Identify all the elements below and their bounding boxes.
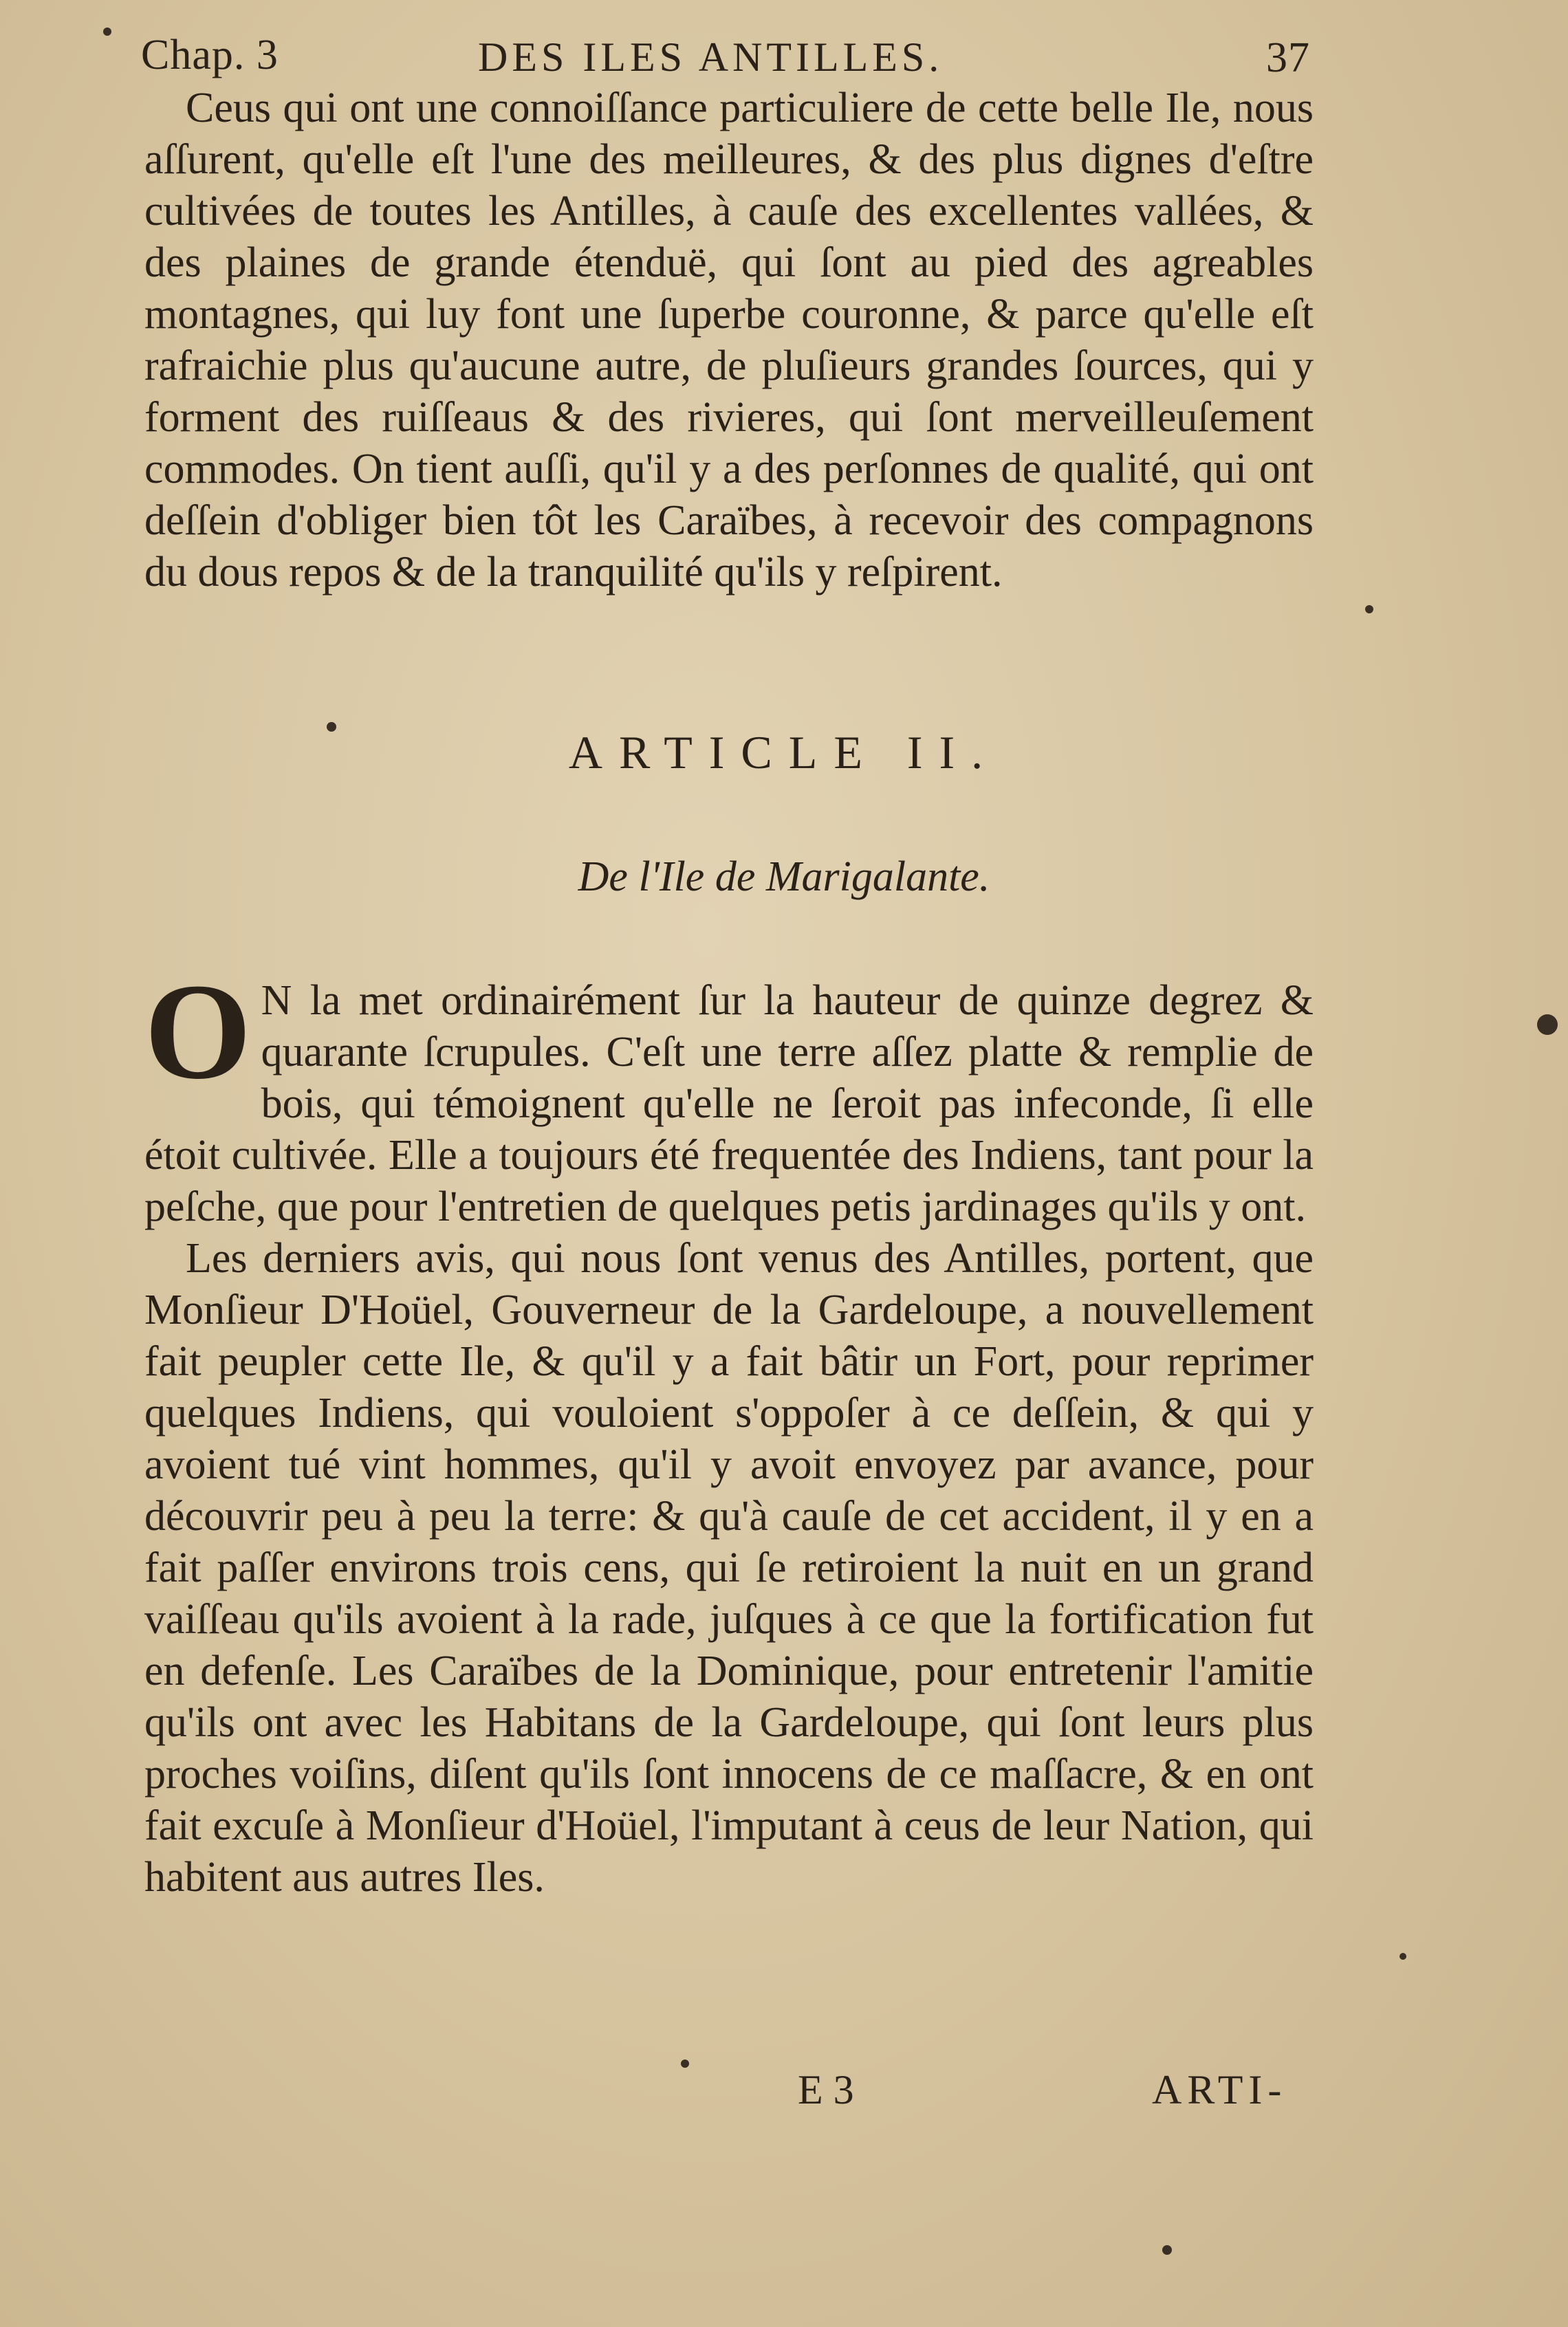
section-2-text [144,956,1314,1903]
article-subtitle: De l'Ile de Marigalante. [578,853,990,900]
section-1-text [144,83,1314,598]
page-footer [0,2066,1568,2128]
running-title: DES ILES ANTILLES. [478,34,944,80]
ink-spot [1365,605,1373,613]
ink-spot [1537,1014,1558,1035]
ink-spot [327,722,336,732]
ink-spot [1162,2245,1172,2255]
ink-spot [1400,1953,1406,1960]
paragraph [144,956,1314,1233]
paragraph: Les derniers avis, qui nous ſont venus des Antilles, portent, que Monſieur D'Hoüel, Gouverneur de la Gardeloupe, a nouvellement fait peupler cette Ile, & qu'il y a fait bâtir un Fort, pour reprimer quelques Indiens, qui vouloient s'oppoſer à ce deſſein, & qui y avoient tué vint hommes, qu'il y avoit envoyez par avance, pour découvrir peu à peu la terre: & qu'à cauſe de cet accident, il y en a fait paſſer environs trois cens, qui ſe retiroient la nuit en un grand vaiſſeau qu'ils avoient à la rade, juſques à ce que la fortification fut en defenſe. Les Caraïbes de la Dominique, pour entretenir l'amitie qu'ils ont avec les Habitans de la Gardeloupe, qui ſont leurs plus proches voiſins, diſent qu'ils ſont innocens de ce maſſacre, & en ont fait excuſe à Monſieur d'Hoüel, l'imputant à ceus de leur Nation, qui habitent aus autres Iles. [144,1235,1314,1901]
catchword: ARTI- [1152,2067,1287,2112]
article-title: ARTICLE II. [568,726,1000,778]
chapter-label: Chap. 3 [141,32,279,78]
drop-cap: O [144,956,252,1108]
ink-spot [103,28,111,36]
page-number: 37 [1266,34,1310,81]
paragraph-text: N la met ordinairément ſur la hauteur de quinze degrez & quarante ſcrupules. C'eſt une terre aſſez platte & remplie de bois, qui témoignent qu'elle ne ſeroit pas infeconde, ſi elle étoit cultivée. Elle a toujours été frequentée des Indiens, tant pour la peſche, que pour l'entretien de quelques petis jardinages qu'ils y ont. [144,977,1314,1230]
ink-spot [681,2060,689,2068]
signature-mark: E 3 [798,2067,854,2112]
paragraph: Ceus qui ont une connoiſſance particuliere de cette belle Ile, nous aſſurent, qu'elle eſt l'une des meilleures, & des plus dignes d'eſtre cultivées de toutes les Antilles, à cauſe des excellentes vallées, & des plaines de grande étenduë, qui ſont au pied des agreables montagnes, qui luy font une ſuperbe couronne, & parce qu'elle eſt rafraichie plus qu'aucune autre, de pluſieurs grandes ſources, qui y forment des ruiſſeaus & des rivieres, qui ſont merveilleuſement commodes. On tient auſſi, qu'il y a des perſonnes de qualité, qui ont deſſein d'obliger bien tôt les Caraïbes, à recevoir des compagnons du dous repos & de la tranquilité qu'ils y reſpirent. [144,85,1314,596]
